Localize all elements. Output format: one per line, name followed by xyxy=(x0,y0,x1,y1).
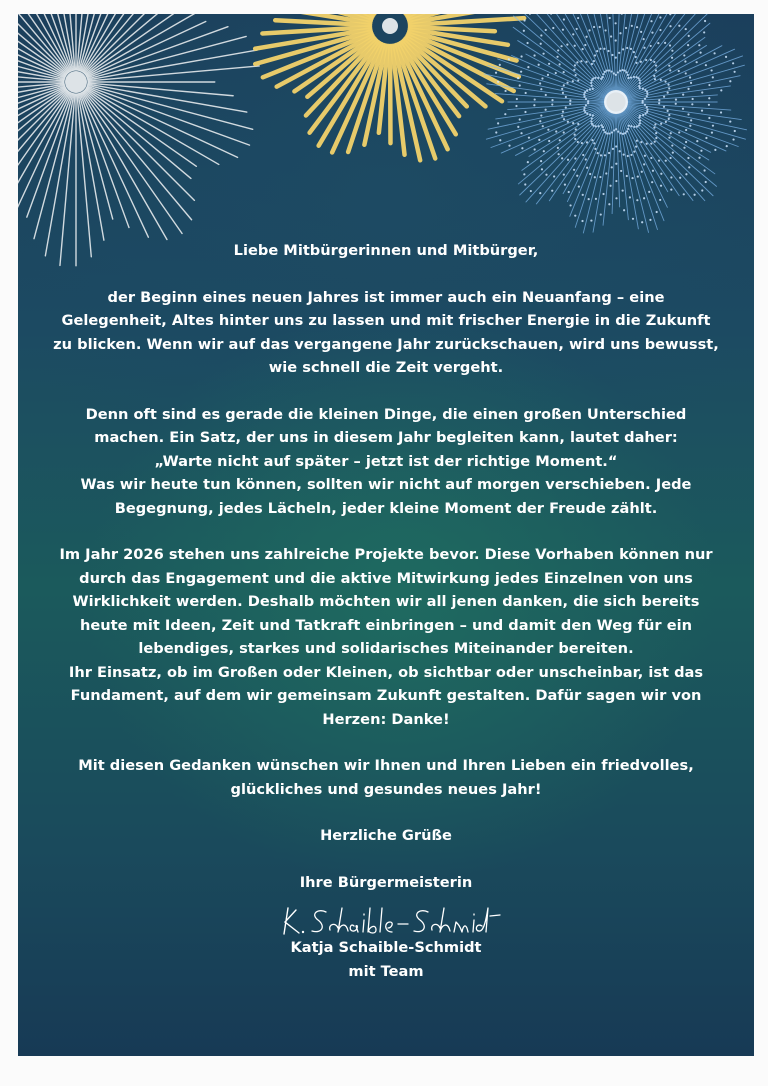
text-line: glückliches und gesundes neues Jahr! xyxy=(230,780,542,798)
handwritten-signature xyxy=(266,900,506,940)
text-line: Im Jahr 2026 stehen uns zahlreiche Projekte bevor. Diese Vorhaben können nur xyxy=(59,546,713,563)
paragraph-small-things xyxy=(18,403,754,521)
paragraph-wishes xyxy=(18,754,754,801)
text-line: Mit diesen Gedanken wünschen wir Ihnen und Ihren Lieben ein friedvolles, xyxy=(78,757,694,774)
text-line: durch das Engagement und die aktive Mitwirkung jedes Einzelnen von uns xyxy=(79,569,693,587)
text-line: Denn oft sind es gerade die kleinen Dinge, die einen großen Unterschied xyxy=(85,405,687,423)
text-line: lebendiges, starkes und solidarisches Miteinander bereiten. xyxy=(138,640,634,657)
text-line: machen. Ein Satz, der uns in diesem Jahr begleiten kann, lautet daher: xyxy=(94,429,678,446)
text-line: Was wir heute tun können, sollten wir nicht auf morgen verschieben. Jede xyxy=(80,476,692,493)
signer-name: Katja Schaible-Schmidt xyxy=(290,939,482,956)
letter-body xyxy=(18,239,754,983)
text-line: Wirklichkeit werden. Deshalb möchten wir all jenen danken, die sich bereits xyxy=(72,593,700,610)
text-line: wie schnell die Zeit vergeht. xyxy=(268,359,504,376)
text-line: Begegnung, jedes Lächeln, jeder kleine Moment der Freude zählt. xyxy=(114,499,658,517)
paragraph-projects xyxy=(18,543,754,731)
text-line: zu blicken. Wenn wir auf das vergangene Jahr zurückschauen, wird uns bewusst, xyxy=(53,335,719,353)
text-line: Gelegenheit, Altes hinter uns zu lassen und mit frischer Energie in die Zukunft xyxy=(61,312,711,329)
text-line: Herzen: Danke! xyxy=(322,710,450,728)
text-line: Fundament, auf dem wir gemeinsam Zukunft gestalten. Dafür sagen wir von xyxy=(70,687,702,704)
text-line: heute mit Ideen, Zeit und Tatkraft einbringen – und damit den Weg für ein xyxy=(80,616,692,634)
new-year-letter-card xyxy=(18,14,754,1056)
text-line: Ihr Einsatz, ob im Großen oder Kleinen, ob sichtbar oder unscheinbar, ist das xyxy=(68,663,704,681)
signer-title: Ihre Bürgermeisterin xyxy=(299,873,473,891)
paragraph-new-beginning xyxy=(18,286,754,380)
salutation: Liebe Mitbürgerinnen und Mitbürger, xyxy=(233,242,539,259)
text-line: der Beginn eines neuen Jahres ist immer auch ein Neuanfang – eine xyxy=(107,288,665,306)
signer-team: mit Team xyxy=(348,962,424,980)
quote-line: „Warte nicht auf später – jetzt ist der richtige Moment.“ xyxy=(154,452,618,470)
white-firework-icon xyxy=(18,14,259,266)
gold-firework-icon xyxy=(255,14,527,160)
blue-firework-icon xyxy=(484,14,746,233)
closing-greeting: Herzliche Grüße xyxy=(320,827,452,844)
